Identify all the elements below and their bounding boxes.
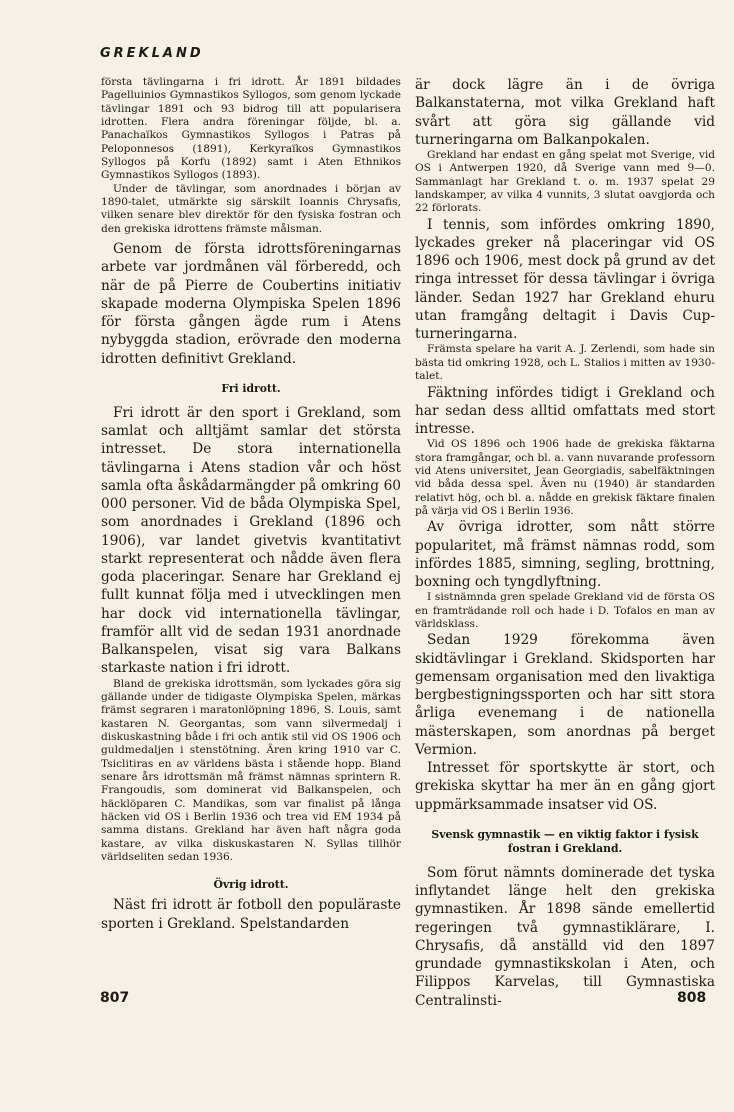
paragraph: är dock lägre än i de övriga Balkanstaterna, mot vilka Grekland haft svårt att göra sig gällande vid turneringarna om Balkanpokalen. bbox=[415, 77, 715, 148]
paragraph: Vid OS 1896 och 1906 hade de grekiska fäktarna stora framgångar, och bl. a. vann nuvarande professorn vid Atens universitet, Jean Georgiadis, sabelfäktningen vid båda dessa spel. Även nu (1940) är standarden relativt hög, och bl. a. nådde en grekisk fäktare finalen på värja vid OS i Berlin 1936. bbox=[415, 438, 715, 517]
paragraph: första tävlingarna i fri idrott. År 1891 bildades Pagelluinios Gymnastikos Syllogos, som genom lyckade tävlingar 1891 och 93 bidrog till att popularisera idrotten. Flera andra föreningar följde, bl. a. Panachaïkos Gymnastikos Syllogos i Patras på Peloponnesos (1891), Kerkyraïkos Gymnastikos Syllogos på Korfu (1892) samt i Aten Ethnikos Gymnastikos Syllogos (1893). bbox=[101, 76, 401, 182]
running-head: GREKLAND bbox=[100, 46, 204, 61]
section-heading-fri-idrott: Fri idrott. bbox=[221, 381, 281, 395]
page-number-right: 808 bbox=[677, 990, 707, 1006]
paragraph: Grekland har endast en gång spelat mot Sverige, vid OS i Antwerpen 1920, då Sverige vann med 9—0. Sammanlagt har Grekland t. o. m. 1937 spelat 29 landskamper, av vilka 4 vunnits, 3 slutat oavgjorda och 22 förlorats. bbox=[415, 149, 715, 215]
paragraph: Genom de första idrottsföreningarnas arbete var jordmånen väl förberedd, och när de på Pierre de Coubertins initiativ skapade moderna Olympiska Spelen 1896 för första gången ägde rum i Atens nybyggda stadion, erövrade den moderna idrotten definitivt Grekland. bbox=[101, 241, 401, 367]
paragraph: Av övriga idrotter, som nått större popularitet, må främst nämnas rodd, som infördes 1885, simning, segling, brottning, boxning och tyngdlyftning. bbox=[415, 519, 715, 591]
heading-line: fostran i Grekland. bbox=[507, 841, 623, 855]
heading-line: Svensk gymnastik — en viktig faktor i fysisk bbox=[431, 827, 699, 841]
paragraph: Bland de grekiska idrottsmän, som lyckades göra sig gällande under de tidigaste Olympiska Spelen, märkas främst segraren i maratonlöpning 1896, S. Louis, samt kastaren N. Georgantas, som vann silvermedalj i diskuskastning både i fri och antik stil vid OS 1906 och guldmedaljen i stenstötning. Ären kring 1910 var C. Tsiclitiras en av världens bästa i stående hopp. Bland senare års idrottsmän må främst nämnas sprintern R. Frangoudis, som dominerat vid Balkanspelen, och häcklöparen C. Mandikas, som var finalist på långa häcken vid OS i Berlin 1936 och trea vid EM 1934 på samma distans. Grekland har även haft några goda kastare, av vilka diskuskastaren N. Syllas tillhör världseliten sedan 1936. bbox=[101, 677, 401, 864]
paragraph: Främsta spelare ha varit A. J. Zerlendi, som hade sin bästa tid omkring 1928, och L. Stalios i mitten av 1930-talet. bbox=[415, 343, 715, 383]
left-column bbox=[101, 76, 401, 933]
section-heading-svensk-gymnastik bbox=[415, 828, 715, 856]
paragraph: Som förut nämnts dominerade det tyska inflytandet länge helt den grekiska gymnastiken. År 1898 sände emellertid regeringen två gymnastiklärare, I. Chrysafis, då anställd vid den 1897 grundade gymnastikskolan i Aten, och Filippos Karvelas, till Gymnastiska Centralinsti- bbox=[415, 864, 715, 1009]
paragraph: Sedan 1929 förekomma även skidtävlingar i Grekland. Skidsporten har gemensam organisation med den livaktiga bergbestigningssporten och har sitt stora årliga evenemang i de nationella mästerskapen, som anordnas på berget Vermion. bbox=[415, 632, 715, 758]
paragraph: Under de tävlingar, som anordnades i början av 1890-talet, utmärkte sig särskilt Ioannis Chrysafis, vilken senare blev direktör för den fysiska fostran och den grekiska idrottens främste målsman. bbox=[101, 182, 401, 235]
paragraph: Fri idrott är den sport i Grekland, som samlat och alltjämt samlar det största intresset. De stora internationella tävlingarna i Atens stadion vår och höst samla ofta åskådarmängder på omkring 60 000 personer. Vid de båda Olympiska Spel, som anordnades i Grekland (1896 och 1906), var landet givetvis kvantitativt starkt representerat och nådde även flera goda placeringar. Senare har Grekland ej fullt kunnat följa med i utvecklingen men har dock vid internationella tävlingar, framför allt vid de sedan 1931 anordnade Balkanspelen, visat sig vara Balkans starkaste nation i fri idrott. bbox=[101, 404, 401, 677]
paragraph: Intresset för sportskytte är stort, och grekiska skyttar ha mer än en gång gjort uppmärksammade insatser vid OS. bbox=[415, 760, 715, 813]
paragraph: Fäktning infördes tidigt i Grekland och har sedan dess alltid omfattats med stort intresse. bbox=[415, 384, 715, 437]
right-column bbox=[415, 76, 715, 1010]
section-heading-ovrig-idrott: Övrig idrott. bbox=[213, 878, 289, 892]
paragraph: I tennis, som infördes omkring 1890, lyckades greker nå placeringar vid OS 1896 och 1906, mest dock på grund av det ringa intresset för dessa tävlingar i övriga länder. Sedan 1927 har Grekland ehuru utan framgång deltagit i Davis Cup-turneringarna. bbox=[415, 216, 715, 343]
page-number-left: 807 bbox=[100, 990, 130, 1006]
paragraph: Näst fri idrott är fotboll den populäraste sporten i Grekland. Spelstandarden bbox=[101, 897, 401, 932]
paragraph: I sistnämnda gren spelade Grekland vid de första OS en framträdande roll och hade i D. Tofalos en man av världsklass. bbox=[415, 591, 715, 630]
